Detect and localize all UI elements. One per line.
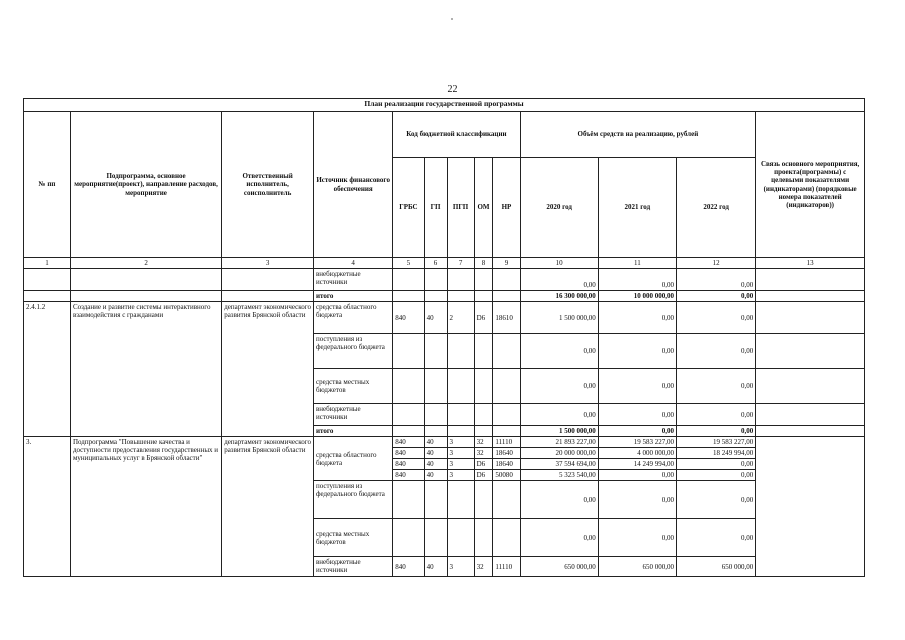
col-number: 2 (70, 258, 221, 269)
item-name: Создание и развитие системы интерактивного взаимодействия с гражданами (70, 302, 221, 437)
col-number: 4 (314, 258, 393, 269)
value-2020: 650 000,00 (520, 557, 598, 577)
code-gp: 40 (424, 459, 447, 470)
code-grbs: 840 (393, 459, 424, 470)
code-gp: 40 (424, 437, 447, 448)
value-2022: 0,00 (676, 426, 755, 437)
table-row (24, 269, 865, 291)
header-grbs: ГРБС (393, 158, 424, 258)
col-number: 3 (222, 258, 314, 269)
header-nr: НР (493, 158, 520, 258)
col-number: 9 (493, 258, 520, 269)
value-2021: 650 000,00 (598, 557, 676, 577)
header-funding-volume: Объём средств на реализацию, рублей (520, 112, 756, 158)
source-cell: итого (314, 291, 393, 302)
value-2020: 5 323 540,00 (520, 470, 598, 481)
code-pgp: 3 (447, 557, 474, 577)
value-2021: 0,00 (598, 302, 676, 334)
value-2021: 10 000 000,00 (598, 291, 676, 302)
code-nr: 18640 (493, 459, 520, 470)
value-2022: 19 583 227,00 (676, 437, 755, 448)
source-cell: поступления из федерального бюджета (314, 481, 393, 519)
code-pgp: 3 (447, 459, 474, 470)
value-2021: 0,00 (598, 369, 676, 404)
value-2022: 0,00 (676, 481, 755, 519)
cell (24, 269, 71, 291)
value-2021: 0,00 (598, 470, 676, 481)
value-2022: 0,00 (676, 369, 755, 404)
code-om: 32 (474, 448, 493, 459)
col-number: 5 (393, 258, 424, 269)
value-2022: 0,00 (676, 404, 755, 426)
header-row-1 (24, 112, 865, 158)
code-om: D6 (474, 302, 493, 334)
value-2020: 16 300 000,00 (520, 291, 598, 302)
source-cell: внебюджетные источники (314, 404, 393, 426)
header-2020: 2020 год (520, 158, 598, 258)
value-2021: 4 000 000,00 (598, 448, 676, 459)
value-2020: 20 000 000,00 (520, 448, 598, 459)
title-row (24, 99, 865, 112)
code-gp: 40 (424, 302, 447, 334)
code-nr: 11110 (493, 437, 520, 448)
value-2020: 0,00 (520, 334, 598, 369)
value-2021: 14 249 994,00 (598, 459, 676, 470)
col-number: 8 (474, 258, 493, 269)
item-responsible: департамент экономического развития Брянской области (222, 437, 314, 577)
col-number: 13 (756, 258, 865, 269)
code-gp: 40 (424, 470, 447, 481)
code-grbs: 840 (393, 448, 424, 459)
value-2022: 18 249 994,00 (676, 448, 755, 459)
code-grbs: 840 (393, 302, 424, 334)
source-cell: внебюджетные источники (314, 269, 393, 291)
value-2022: 0,00 (676, 291, 755, 302)
source-cell: итого (314, 426, 393, 437)
source-cell: средства областного бюджета (314, 302, 393, 334)
code-nr: 11110 (493, 557, 520, 577)
source-cell: средства областного бюджета (314, 437, 393, 481)
value-2020: 0,00 (520, 519, 598, 557)
cell (70, 269, 221, 291)
value-2020: 21 893 227,00 (520, 437, 598, 448)
value-2020: 0,00 (520, 269, 598, 291)
column-number-row (24, 258, 865, 269)
value-2020: 0,00 (520, 404, 598, 426)
col-number: 12 (676, 258, 755, 269)
value-2021: 0,00 (598, 269, 676, 291)
code-grbs: 840 (393, 470, 424, 481)
item-number: 3. (24, 437, 71, 577)
col-number: 10 (520, 258, 598, 269)
header-2021: 2021 год (598, 158, 676, 258)
table-row (24, 437, 865, 448)
code-gp: 40 (424, 557, 447, 577)
item-number: 2.4.1.2 (24, 302, 71, 437)
value-2020: 0,00 (520, 481, 598, 519)
header-om: ОМ (474, 158, 493, 258)
code-om: 32 (474, 557, 493, 577)
program-plan-table (23, 98, 865, 577)
code-om: 32 (474, 437, 493, 448)
cell (222, 269, 314, 291)
header-num: № пп (24, 112, 71, 258)
value-2022: 0,00 (676, 519, 755, 557)
value-2020: 37 594 694,00 (520, 459, 598, 470)
code-grbs: 840 (393, 437, 424, 448)
col-number: 6 (424, 258, 447, 269)
header-name: Подпрограмма, основное мероприятие(проект), направление расходов, мероприятие (70, 112, 221, 258)
value-2021: 19 583 227,00 (598, 437, 676, 448)
col-number: 1 (24, 258, 71, 269)
value-2020: 0,00 (520, 369, 598, 404)
col-number: 7 (447, 258, 474, 269)
value-2021: 0,00 (598, 334, 676, 369)
code-pgp: 2 (447, 302, 474, 334)
header-2022: 2022 год (676, 158, 755, 258)
page-number: 22 (447, 84, 458, 95)
header-indicator-link: Связь основного мероприятия, проекта(программы) с целевыми показателями (индикаторами) (порядковые номера показателей (индикаторов)) (756, 112, 865, 258)
code-gp: 40 (424, 448, 447, 459)
value-2021: 0,00 (598, 519, 676, 557)
col-number: 11 (598, 258, 676, 269)
header-source: Источник финансового обеспечения (314, 112, 393, 258)
value-2020: 1 500 000,00 (520, 426, 598, 437)
code-grbs: 840 (393, 557, 424, 577)
value-2022: 650 000,00 (676, 557, 755, 577)
table-title: План реализации государственной программы (24, 99, 865, 112)
code-nr: 18640 (493, 448, 520, 459)
cell (756, 269, 865, 291)
item-responsible: департамент экономического развития Брянской области (222, 302, 314, 437)
source-cell: средства местных бюджетов (314, 519, 393, 557)
code-nr: 50080 (493, 470, 520, 481)
value-2022: 0,00 (676, 459, 755, 470)
code-om: D6 (474, 459, 493, 470)
value-2022: 0,00 (676, 334, 755, 369)
table-row (24, 302, 865, 334)
table-row (24, 291, 865, 302)
header-budget-classification: Код бюджетной классификации (393, 112, 520, 158)
code-nr: 18610 (493, 302, 520, 334)
header-responsible: Ответственный исполнитель, соисполнитель (222, 112, 314, 258)
header-gp: ГП (424, 158, 447, 258)
value-2022: 0,00 (676, 302, 755, 334)
value-2021: 0,00 (598, 481, 676, 519)
item-name: Подпрограмма "Повышение качества и доступности предоставления государственных и муниципальных услуг в Брянской области" (70, 437, 221, 577)
source-cell: поступления из федерального бюджета (314, 334, 393, 369)
value-2021: 0,00 (598, 404, 676, 426)
source-cell: внебюджетные источники (314, 557, 393, 577)
code-pgp: 3 (447, 437, 474, 448)
code-om: D6 (474, 470, 493, 481)
code-pgp: 3 (447, 448, 474, 459)
value-2020: 1 500 000,00 (520, 302, 598, 334)
header-pgp: ПГП (447, 158, 474, 258)
value-2021: 0,00 (598, 426, 676, 437)
value-2022: 0,00 (676, 470, 755, 481)
code-pgp: 3 (447, 470, 474, 481)
scan-speck (451, 18, 453, 20)
source-cell: средства местных бюджетов (314, 369, 393, 404)
value-2022: 0,00 (676, 269, 755, 291)
